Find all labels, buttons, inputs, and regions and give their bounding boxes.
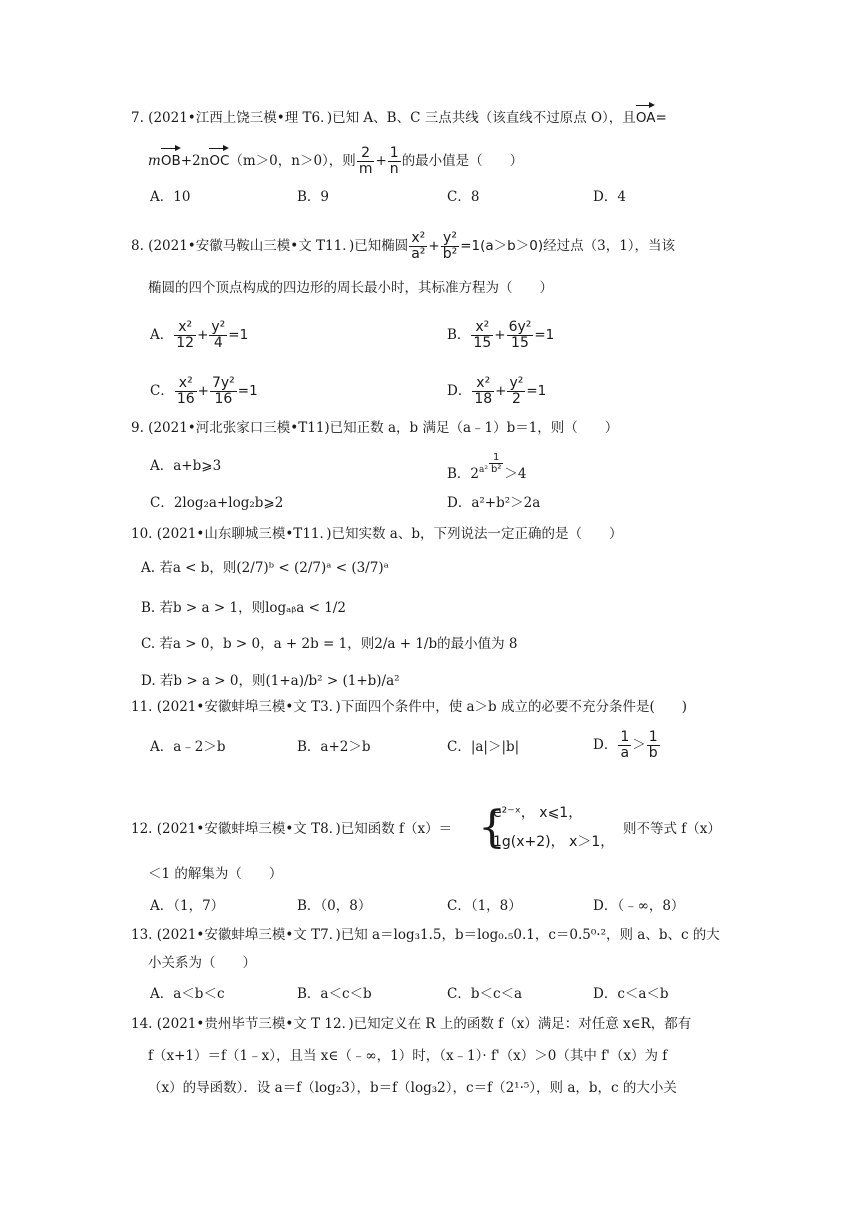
option-label: C． [150, 383, 174, 399]
frac-num: 2 [357, 146, 375, 162]
q9-line1: 9. (2021•河北张家口三模•T11)已知正数 a，b 满足（a﹣1）b＝1，则（ ） [131, 420, 619, 436]
frac-num: 1 [389, 145, 399, 161]
frac-num: 1 [489, 452, 503, 464]
q13-option-d: D．c＜a＜b [593, 986, 669, 1002]
frac-num: x² [174, 320, 196, 336]
frac-den: b [648, 745, 658, 761]
q7-m: m [148, 153, 161, 169]
frac [618, 730, 631, 761]
frac-num: 6y² [508, 319, 532, 335]
option-label: D． [447, 383, 472, 399]
q8-stem-b: 经过点（3，1），当该 [543, 238, 676, 254]
option-label: B． [447, 327, 471, 343]
q7-line2 [148, 146, 523, 177]
ellipse-tail: =1(a＞b＞0) [460, 238, 544, 254]
q12-line1b: 则不等式 f（x） [623, 821, 721, 837]
fraction-1-over-n [388, 146, 401, 177]
frac [647, 730, 660, 761]
q12-option-b: B．（0，8） [297, 898, 372, 914]
frac [210, 376, 237, 407]
ellipse-y-term [441, 231, 460, 262]
q12-line2: ＜1 的解集为（ ） [148, 866, 283, 882]
q9-option-d: D．a²+b²＞2a [447, 495, 541, 511]
q8-line1: 8. (2021•安徽马鞍山三模•文 T11．)已知椭圆 $\frac{\text{x²}}{\text{a²}}$ + $\frac{\text{y²}}{\text{b²}}$ =1(a＞b＞0)经过点（3，1），当该 [131, 230, 676, 262]
eq: =1 [534, 327, 555, 343]
q10-option-a: A. 若a < b，则(2/7)ᵇ < (2/7)ᵃ < (3/7)ᵃ [141, 560, 389, 576]
q7-option-d: D．4 [593, 189, 626, 205]
q7-option-a: A．10 [150, 189, 191, 205]
frac-den: 2 [511, 391, 521, 407]
frac-num: x² [472, 376, 494, 392]
q13-option-a: A．a＜b＜c [150, 986, 225, 1002]
frac [471, 320, 493, 351]
q11-option-a: A．a﹣2＞b [150, 739, 226, 755]
frac-den: 15 [511, 335, 529, 351]
eq: =1 [237, 383, 258, 399]
frac-den: a [620, 745, 630, 761]
frac-num: 1 [620, 729, 630, 745]
q7-option-b: B．9 [297, 189, 330, 205]
option-label: A． [150, 327, 174, 343]
frac-den: n [389, 161, 399, 177]
frac-den: 15 [473, 335, 492, 351]
frac-den: m [358, 161, 373, 177]
eq: =1 [526, 383, 547, 399]
piece-2: 1g(x+2)， x＞1， [493, 834, 615, 850]
eq: =1 [228, 327, 249, 343]
q12-option-c: C．（1，8） [447, 898, 522, 914]
frac [175, 376, 197, 407]
exponent: a² [479, 465, 488, 475]
q12-option-d: D．（﹣∞，8） [593, 898, 685, 914]
q8-line2: 椭圆的四个顶点构成的四边形的周长最小时，其标准方程为（ ） [148, 280, 553, 296]
frac-num: x² [471, 320, 493, 336]
q9-option-c: C．2log₂a+log₂b⩾2 [150, 495, 284, 511]
frac-den: 4 [213, 335, 223, 351]
vector-ob: OB [160, 153, 181, 169]
q11-option-c: C．|a|＞|b| [447, 739, 520, 755]
frac-den: b² [491, 464, 502, 475]
q9-option-b [447, 452, 526, 484]
q9-option-a: A．a+b⩾3 [150, 458, 222, 474]
q14-line2: f（x+1）＝f（1﹣x），且当 x∈（﹣∞，1）时，（x﹣1）· f'（x）＞0（其中 f'（x）为 f [148, 1048, 668, 1064]
q14-line1: 14. (2021•贵州毕节三模•文 T 12．)已知定义在 R 上的函数 f（x）满足：对任意 x∈R，都有 [131, 1016, 692, 1032]
q13-line1: 13. (2021•安徽蚌埠三模•文 T7．)已知 a＝log₃1.5，b＝log₀.₅0.1，c＝0.5⁰·²，则 a、b、c 的大 [131, 927, 720, 943]
frac [209, 320, 227, 351]
ellipse-x-term [409, 231, 427, 262]
frac-num: y² [211, 319, 226, 335]
piece-1: e²⁻ˣ， x⩽1， [493, 805, 583, 821]
q13-line2: 小关系为（ ） [148, 955, 256, 971]
q8-option-b: B． $\frac{\text{x²}}{15}$ + $\frac{\text{6y²}}{15}$ =1 [447, 319, 555, 351]
frac-den: b² [442, 246, 458, 262]
q7-cond: （m＞0，n＞0），则 [229, 153, 356, 169]
frac-num: x² [175, 376, 197, 392]
q7-stem: 7. (2021•江西上饶三模•理 T6．)已知 A、B、C 三点共线（该直线不过原点 O），且 [131, 110, 636, 126]
frac [174, 320, 196, 351]
q8-stem: 8. (2021•安徽马鞍山三模•文 T11．)已知椭圆 [131, 238, 409, 254]
q10-option-d: D. 若b > a > 0，则(1+a)/b² > (1+b)/a² [141, 673, 400, 689]
frac [507, 320, 534, 351]
option-text: B．2 [447, 466, 480, 482]
frac-num: y² [509, 375, 524, 391]
q7-tail: 的最小值是（ ） [401, 153, 524, 169]
piecewise-brace: { [478, 802, 506, 853]
option-tail: ＞4 [504, 466, 527, 482]
q10-option-c: C. 若a > 0，b > 0，a + 2b = 1，则2/a + 1/b的最小值为 8 [141, 636, 518, 652]
q12-option-a: A．（1，7） [150, 898, 225, 914]
frac-den: a² [411, 246, 426, 262]
frac [489, 452, 503, 475]
gt: ＞ [632, 737, 646, 753]
frac-den: 12 [176, 335, 195, 351]
vector-oa: OA [635, 110, 656, 126]
q13-option-c: C．b＜c＜a [447, 986, 523, 1002]
frac-den: 16 [214, 391, 233, 407]
q7-line1 [131, 108, 667, 128]
frac-num: x² [409, 231, 427, 247]
q8-option-d: D． $\frac{\text{x²}}{18}$ + $\frac{\text{y²}}{2}$ =1 [447, 375, 547, 407]
q10-line1: 10. (2021•山东聊城三模•T11．)已知实数 a、b，下列说法一定正确的是（ ） [131, 526, 623, 542]
frac-den: 16 [176, 391, 195, 407]
frac [507, 376, 525, 407]
q11-option-b: B．a+2＞b [297, 739, 371, 755]
q14-line3: （x）的导函数）．设 a＝f（log₂3），b＝f（log₃2），c＝f（2¹·⁵），则 a，b，c 的大小关 [148, 1080, 677, 1096]
q10-option-b: B. 若b > a > 1，则logₐᵦa < 1/2 [141, 600, 346, 616]
frac-num: 7y² [211, 375, 235, 391]
q11-line1: 11. (2021•安徽蚌埠三模•文 T3．)下面四个条件中，使 a＞b 成立的必要不充分条件是( ) [131, 699, 688, 715]
frac-num: y² [441, 231, 460, 247]
plus-sign: + [375, 153, 387, 169]
option-label: D． [593, 737, 618, 753]
q7-eq: = [655, 110, 667, 126]
vector-oc: OC [209, 153, 230, 169]
frac [472, 376, 494, 407]
q7-plus2n: +2n [180, 153, 210, 169]
q8-option-a: A． $\frac{\text{x²}}{12}$ + $\frac{\text{y²}}{4}$ =1 [150, 319, 249, 351]
q11-option-d [593, 730, 661, 761]
frac-den: 18 [474, 391, 493, 407]
q8-option-c: C． $\frac{\text{x²}}{16}$ + $\frac{\text{7y²}}{16}$ =1 [150, 375, 258, 407]
q7-option-c: C．8 [447, 189, 480, 205]
q13-option-b: B．a＜c＜b [297, 986, 372, 1002]
frac-num: 1 [648, 729, 658, 745]
q12-line1a: 12. (2021•安徽蚌埠三模•文 T8．)已知函数 f（x）＝ [131, 821, 453, 837]
fraction-2-over-m [357, 146, 375, 177]
